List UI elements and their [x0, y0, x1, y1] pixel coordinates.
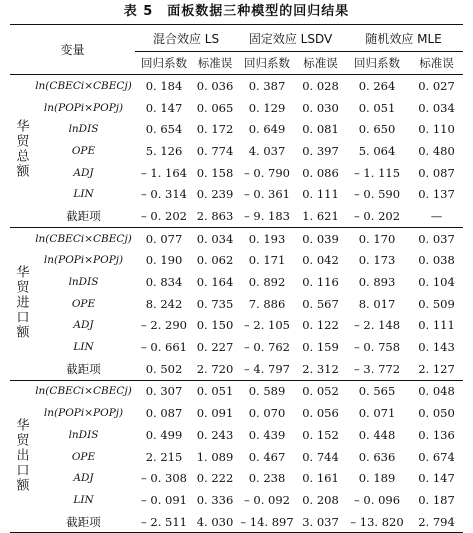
variable-name: ln(POPi×POPj)	[43, 407, 124, 420]
std-error-cell: 0. 065	[196, 100, 234, 115]
variable-name: ADJ	[73, 319, 94, 332]
table-row	[10, 183, 463, 205]
table-row	[10, 358, 463, 380]
table-row	[10, 118, 463, 140]
variable-name: OPE	[71, 144, 96, 157]
coefficient-cell: – 0. 092	[244, 492, 290, 507]
coefficient-cell: 0. 071	[358, 406, 396, 421]
coefficient-cell: – 0. 661	[141, 340, 187, 355]
model-header-mle: 随机效应 MLE	[344, 25, 463, 52]
coefficient-cell: 4. 037	[248, 143, 286, 158]
coefficient-cell: – 2. 148	[354, 318, 401, 333]
std-error-cell: 0. 052	[297, 380, 344, 402]
std-error-cell: 0. 081	[302, 122, 339, 137]
std-error-cell: 2. 794	[410, 511, 463, 533]
table-row	[10, 162, 463, 184]
model-header-lsdv: 固定效应 LSDV	[237, 25, 344, 52]
std-error-cell: 0. 056	[302, 406, 339, 421]
coefficient-cell: – 0. 314	[141, 187, 187, 202]
table-row	[10, 97, 463, 119]
table-row	[10, 380, 463, 402]
variable-name: 截距项	[32, 511, 135, 533]
coefficient-cell: 0. 650	[358, 122, 396, 137]
coefficient-cell: 8. 242	[145, 296, 183, 311]
std-error-cell: 0. 336	[196, 492, 234, 507]
std-error-cell: 0. 222	[196, 471, 234, 486]
std-error-cell: 2. 720	[196, 361, 234, 376]
coefficient-cell: 0. 238	[248, 471, 286, 486]
std-error-cell: 0. 243	[196, 427, 234, 442]
coefficient-cell: 0. 051	[358, 100, 396, 115]
regression-table	[10, 24, 463, 533]
group-label-text: 华贸进口额	[13, 264, 29, 340]
coefficient-cell: – 2. 511	[135, 511, 193, 533]
coefficient-cell: – 0. 096	[354, 492, 401, 507]
std-error-cell: 4. 030	[193, 511, 237, 533]
std-error-cell: 0. 674	[418, 449, 455, 464]
coefficient-cell: – 4. 797	[244, 361, 290, 376]
variable-name: lnDIS	[68, 428, 99, 441]
coefficient-cell: 0. 834	[145, 275, 183, 290]
std-error-cell: 0. 143	[418, 340, 455, 355]
coefficient-cell: 7. 886	[248, 296, 286, 311]
std-error-cell: 0. 397	[302, 143, 339, 158]
std-error-cell: 3. 037	[297, 511, 344, 533]
table-row	[10, 205, 463, 227]
coefficient-cell: 0. 170	[344, 227, 410, 249]
std-error-cell: 0. 208	[302, 492, 339, 507]
std-error-cell: 0. 159	[302, 340, 339, 355]
variable-name: OPE	[71, 450, 96, 463]
table-row	[10, 140, 463, 162]
std-error-cell: 0. 027	[418, 78, 455, 93]
group-label	[10, 380, 32, 533]
variable-name: lnDIS	[68, 123, 99, 136]
variable-name: ADJ	[73, 166, 94, 179]
group-label	[10, 227, 32, 380]
coefficient-cell: – 1. 164	[141, 165, 187, 180]
std-error-cell: 0. 744	[302, 449, 339, 464]
std-error-cell: 0. 048	[410, 380, 463, 402]
std-error-cell: 0. 086	[302, 165, 339, 180]
variable-name: OPE	[71, 297, 96, 310]
std-error-cell: 0. 227	[196, 340, 234, 355]
coefficient-cell: – 2. 105	[244, 318, 290, 333]
std-error-cell: 0. 034	[418, 100, 455, 115]
model-header-ls: 混合效应 LS	[135, 25, 237, 52]
coefficient-cell: 0. 892	[248, 275, 286, 290]
subheader-se: 标准误	[297, 52, 344, 75]
subheader-se: 标准误	[410, 52, 463, 75]
coefficient-cell: 0. 565	[344, 380, 410, 402]
coefficient-cell: 0. 070	[248, 406, 286, 421]
std-error-cell: 0. 028	[302, 78, 339, 93]
coefficient-cell: 0. 077	[135, 227, 193, 249]
subheader-coef: 回归系数	[135, 52, 193, 75]
std-error-cell: 0. 480	[418, 143, 455, 158]
std-error-cell: 1. 089	[196, 449, 234, 464]
coefficient-cell: 0. 387	[248, 78, 286, 93]
std-error-cell: 0. 147	[418, 471, 455, 486]
std-error-cell: 0. 239	[196, 187, 234, 202]
coefficient-cell: 0. 893	[358, 275, 396, 290]
std-error-cell: 0. 062	[196, 253, 234, 268]
coefficient-cell: 0. 189	[358, 471, 396, 486]
coefficient-cell: 0. 307	[135, 380, 193, 402]
std-error-cell: 0. 136	[418, 427, 455, 442]
coefficient-cell: 0. 147	[145, 100, 183, 115]
std-error-cell: —	[430, 208, 443, 223]
coefficient-cell: – 2. 290	[141, 318, 187, 333]
coefficient-cell: – 0. 202	[354, 208, 401, 223]
variable-header: 变量	[10, 25, 135, 75]
subheader-coef: 回归系数	[344, 52, 410, 75]
coefficient-cell: 0. 193	[237, 227, 297, 249]
coefficient-cell: – 0. 758	[354, 340, 401, 355]
table-row	[10, 271, 463, 293]
variable-name: LIN	[73, 188, 94, 201]
coefficient-cell: 0. 264	[358, 78, 396, 93]
coefficient-cell: – 0. 202	[141, 208, 187, 223]
std-error-cell: 0. 091	[196, 406, 234, 421]
variable-name: ln(POPi×POPj)	[43, 254, 124, 267]
coefficient-cell: 0. 467	[248, 449, 286, 464]
variable-name: ln(CBECi×CBECj)	[35, 79, 132, 92]
coefficient-cell: 0. 649	[248, 122, 286, 137]
variable-name: ln(POPi×POPj)	[43, 101, 124, 114]
coefficient-cell: 2. 215	[145, 449, 183, 464]
std-error-cell: 0. 042	[302, 253, 339, 268]
coefficient-cell: 5. 064	[358, 143, 396, 158]
coefficient-cell: 0. 448	[358, 427, 396, 442]
coefficient-cell: – 0. 308	[141, 471, 187, 486]
std-error-cell: 2. 312	[302, 361, 339, 376]
coefficient-cell: 0. 439	[248, 427, 286, 442]
coefficient-cell: – 0. 091	[141, 492, 187, 507]
std-error-cell: 0. 172	[196, 122, 234, 137]
subheader-se: 标准误	[193, 52, 237, 75]
variable-name: 截距项	[66, 361, 101, 376]
std-error-cell: 0. 735	[196, 296, 234, 311]
coefficient-cell: 5. 126	[145, 143, 183, 158]
std-error-cell: 0. 161	[302, 471, 339, 486]
std-error-cell: 0. 037	[410, 227, 463, 249]
variable-name: ln(CBECi×CBECj)	[32, 227, 135, 249]
table-row	[10, 424, 463, 446]
coefficient-cell: – 13. 820	[344, 511, 410, 533]
std-error-cell: 0. 164	[196, 275, 234, 290]
subheader-coef: 回归系数	[237, 52, 297, 75]
std-error-cell: 0. 150	[196, 318, 234, 333]
coefficient-cell: – 0. 361	[244, 187, 290, 202]
std-error-cell: 0. 110	[418, 122, 455, 137]
std-error-cell: 0. 038	[418, 253, 455, 268]
std-error-cell: 0. 104	[418, 275, 455, 290]
std-error-cell: 0. 039	[297, 227, 344, 249]
table-row	[10, 227, 463, 249]
variable-name: 截距项	[66, 208, 101, 223]
variable-name: ln(CBECi×CBECj)	[32, 380, 135, 402]
std-error-cell: 0. 152	[302, 427, 339, 442]
coefficient-cell: 0. 087	[145, 406, 183, 421]
coefficient-cell: – 0. 790	[244, 165, 290, 180]
coefficient-cell: – 3. 772	[354, 361, 401, 376]
std-error-cell: 0. 050	[418, 406, 455, 421]
std-error-cell: 0. 034	[193, 227, 237, 249]
coefficient-cell: 0. 636	[358, 449, 396, 464]
variable-name: lnDIS	[68, 276, 99, 289]
variable-name: LIN	[73, 493, 94, 506]
std-error-cell: 1. 621	[302, 208, 339, 223]
group-label-text: 华贸出口额	[13, 417, 29, 493]
table-row	[10, 315, 463, 337]
table-row	[10, 489, 463, 511]
std-error-cell: 0. 087	[418, 165, 455, 180]
table-row	[10, 75, 463, 97]
table-row	[10, 250, 463, 272]
std-error-cell: 0. 111	[418, 318, 455, 333]
std-error-cell: 0. 137	[418, 187, 455, 202]
table-row	[10, 293, 463, 315]
coefficient-cell: – 0. 762	[244, 340, 290, 355]
std-error-cell: 2. 127	[418, 361, 455, 376]
coefficient-cell: 0. 499	[145, 427, 183, 442]
std-error-cell: 0. 030	[302, 100, 339, 115]
coefficient-cell: 0. 173	[358, 253, 396, 268]
coefficient-cell: 0. 184	[145, 78, 183, 93]
variable-name: LIN	[73, 341, 94, 354]
variable-name: ADJ	[73, 472, 94, 485]
coefficient-cell: 0. 129	[248, 100, 286, 115]
group-label-text: 华贸总额	[13, 119, 29, 180]
std-error-cell: 0. 116	[302, 275, 339, 290]
std-error-cell: 0. 111	[302, 187, 339, 202]
coefficient-cell: – 0. 590	[354, 187, 401, 202]
table-row	[10, 336, 463, 358]
coefficient-cell: 0. 502	[145, 361, 183, 376]
std-error-cell: 0. 774	[196, 143, 234, 158]
table-row	[10, 402, 463, 424]
std-error-cell: 0. 051	[193, 380, 237, 402]
std-error-cell: 0. 158	[196, 165, 234, 180]
coefficient-cell: – 9. 183	[244, 208, 290, 223]
table-row	[10, 467, 463, 489]
std-error-cell: 2. 863	[196, 208, 234, 223]
std-error-cell: 0. 122	[302, 318, 339, 333]
group-label	[10, 75, 32, 228]
coefficient-cell: – 14. 897	[237, 511, 297, 533]
table-row	[10, 511, 463, 533]
coefficient-cell: 0. 589	[237, 380, 297, 402]
std-error-cell: 0. 187	[418, 492, 455, 507]
header-row-models	[10, 25, 463, 52]
coefficient-cell: 0. 654	[145, 122, 183, 137]
coefficient-cell: – 1. 115	[354, 165, 401, 180]
coefficient-cell: 8. 017	[358, 296, 396, 311]
coefficient-cell: 0. 190	[145, 253, 183, 268]
std-error-cell: 0. 036	[196, 78, 234, 93]
table-row	[10, 446, 463, 468]
std-error-cell: 0. 567	[302, 296, 339, 311]
table-title: 表 5 面板数据三种模型的回归结果	[123, 4, 350, 19]
coefficient-cell: 0. 171	[248, 253, 286, 268]
std-error-cell: 0. 509	[418, 296, 455, 311]
